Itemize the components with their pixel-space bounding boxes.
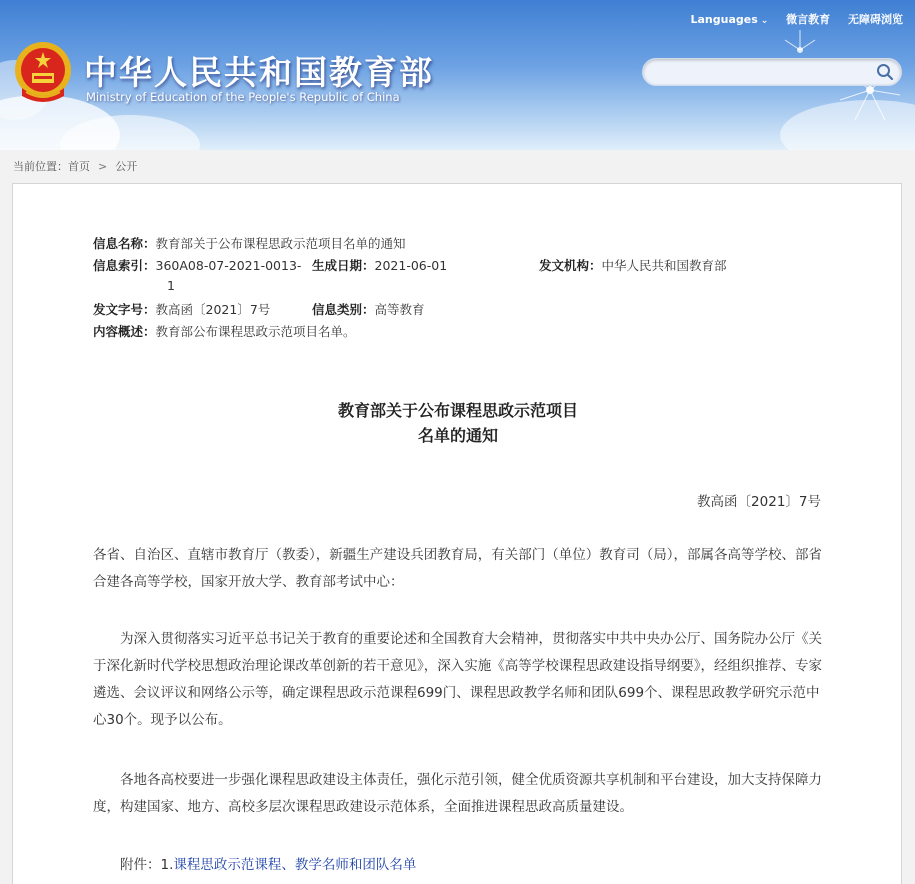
paragraph-body-2: 各地各高校要进一步强化课程思政建设主体责任，强化示范引领，健全优质资源共享机制和平台建设，加大支持保障力度，构建国家、地方、高校多层次课程思政建设示范体系，全面推进课程思政高质量建设。: [93, 772, 822, 815]
meta-org-value: 中华人民共和国教育部: [601, 258, 727, 273]
attachment-link-1[interactable]: 课程思政示范课程、教学名师和团队名单: [173, 857, 417, 873]
document-number: 教高函〔2021〕7号: [697, 494, 821, 510]
meta-category-value: 高等教育: [374, 302, 425, 317]
search-input[interactable]: [653, 63, 872, 83]
breadcrumb-current[interactable]: 公开: [115, 160, 138, 173]
paragraph-body-1: 为深入贯彻落实习近平总书记关于教育的重要论述和全国教育大会精神，贯彻落实中共中央办公厅、国务院办公厅《关于深化新时代学校思想政治理论课改革创新的若干意见》，深入实施《高等学校课程思政建设指导纲要》，经组织推荐、专家遴选、会议评议和网络公示等，确定课程思政示范课程699门、课程思政教学名师和团队699个、课程思政教学研究示范中心30个。现予以公布。: [93, 631, 822, 728]
meta-date-label: 生成日期：: [312, 258, 375, 273]
meta-docno-value: 教高函〔2021〕7号: [155, 302, 271, 317]
meta-summary-value: 教育部公布课程思政示范项目名单。: [155, 324, 356, 339]
meta-category: [312, 300, 425, 318]
attachment-line: [93, 852, 829, 879]
meta-index-value-2: 1: [167, 278, 175, 293]
search-box: [642, 58, 902, 86]
article-panel: [12, 183, 902, 884]
meta-date: [312, 256, 447, 274]
document-title-line2: 名单的通知: [417, 426, 498, 445]
breadcrumb: [13, 158, 137, 174]
meta-org-label: 发文机构：: [539, 258, 602, 273]
meta-index-value-1: 360A08-07-2021-0013-: [155, 258, 302, 273]
search-icon[interactable]: [875, 62, 895, 82]
meta-index: [93, 256, 301, 274]
breadcrumb-home[interactable]: 首页: [68, 160, 90, 173]
meta-docno: [93, 300, 270, 318]
site-title[interactable]: 中华人民共和国教育部: [84, 53, 434, 92]
attachment-label: 附件：: [120, 857, 161, 873]
meta-summary-label: 内容概述：: [93, 324, 156, 339]
attachment-number: 1.: [160, 857, 174, 873]
national-emblem-icon: [12, 40, 74, 106]
meta-date-value: 2021-06-01: [374, 258, 448, 273]
meta-name-value: 教育部关于公布课程思政示范项目名单的通知: [155, 236, 406, 251]
languages-label: Languages: [690, 13, 758, 26]
breadcrumb-prefix: 当前位置：: [13, 160, 68, 173]
weibo-link[interactable]: 微言教育: [786, 13, 831, 26]
chevron-right-icon: >: [98, 160, 108, 173]
languages-link[interactable]: [690, 13, 768, 26]
site-header: [0, 0, 915, 150]
meta-category-label: 信息类别：: [312, 302, 375, 317]
site-subtitle-en: Ministry of Education of the People's Republic of China: [86, 90, 400, 104]
document-title-line1: 教育部关于公布课程思政示范项目: [337, 401, 578, 420]
meta-index-label: 信息索引：: [93, 258, 156, 273]
meta-docno-label: 发文字号：: [93, 302, 156, 317]
meta-org: [539, 256, 727, 274]
top-links: [676, 11, 903, 27]
accessible-browse-link[interactable]: 无障碍浏览: [848, 13, 903, 26]
meta-name: [93, 234, 406, 252]
meta-summary: [93, 322, 356, 340]
paragraph-recipients: 各省、自治区、直辖市教育厅（教委），新疆生产建设兵团教育局，有关部门（单位）教育司（局），部属各高等学校、部省合建各高等学校，国家开放大学、教育部考试中心：: [93, 547, 822, 590]
meta-name-label: 信息名称：: [93, 236, 156, 251]
chevron-down-icon: ⌄: [760, 16, 769, 26]
